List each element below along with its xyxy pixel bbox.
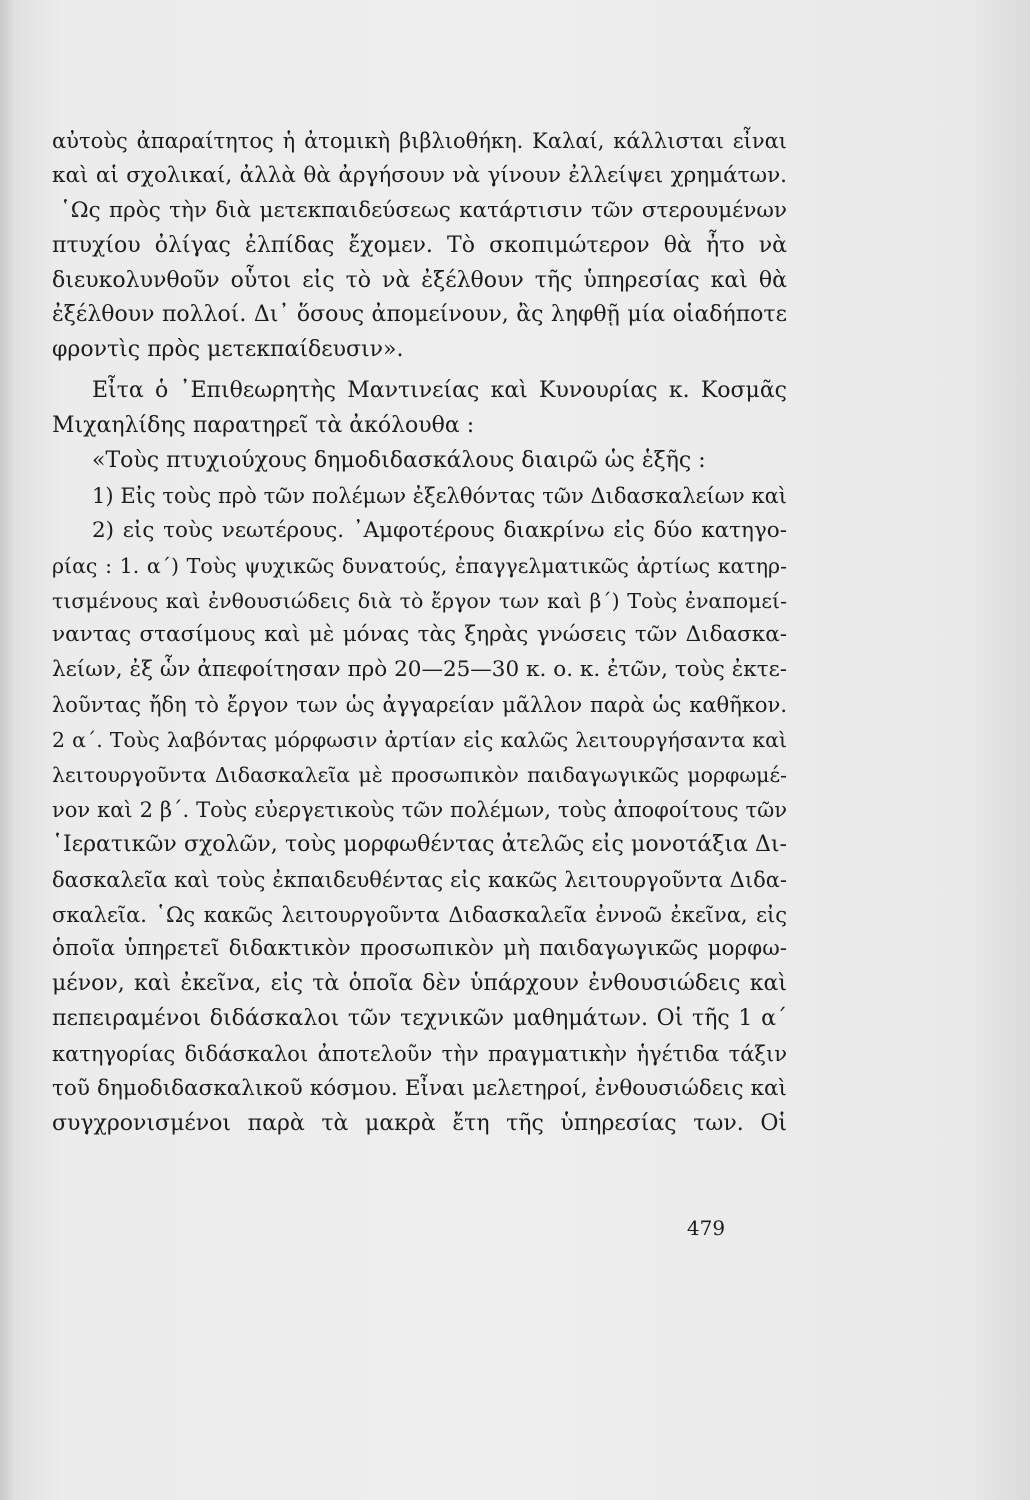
text-line: κατηγορίας διδάσκαλοι ἀποτελοῦν τὴν πραγματικὴν ἡγέτιδα τάξιν xyxy=(52,1042,787,1067)
text-line: πτυχίου ὀλίγας ἐλπίδας ἔχομεν. Τὸ σκοπιμώτερον θὰ ἦτο νὰ xyxy=(52,232,787,258)
text-line: «Τοὺς πτυχιούχους δημοδιδασκάλους διαιρῶ ὡς ἑξῆς : xyxy=(92,448,706,474)
text-line: μένον, καὶ ἐκεῖνα, εἰς τὰ ὁποῖα δὲν ὑπάρχουν ἐνθουσιώδεις καὶ xyxy=(52,971,787,997)
text-line: λείων, ἐξ ὧν ἀπεφοίτησαν πρὸ 20—25—30 κ. ο. κ. ἐτῶν, τοὺς ἐκτε- xyxy=(52,657,787,683)
text-line: ῾Ιερατικῶν σχολῶν, τοὺς μορφωθέντας ἀτελῶς εἰς μονοτάξια Δι- xyxy=(52,831,787,857)
text-line: διευκολυνθοῦν οὗτοι εἰς τὸ νὰ ἐξέλθουν τῆς ὑπηρεσίας καὶ θὰ xyxy=(52,267,787,293)
text-line: 2) εἰς τοὺς νεωτέρους. ᾿Αμφοτέρους διακρίνω εἰς δύο κατηγο- xyxy=(92,517,787,543)
text-line: φροντὶς πρὸς μετεκπαίδευσιν». xyxy=(52,337,404,363)
text-line: δασκαλεῖα καὶ τοὺς ἐκπαιδευθέντας εἰς κακῶς λειτουργοῦντα Διδα- xyxy=(52,867,787,892)
text-line: ρίας : 1. α΄) Τοὺς ψυχικῶς δυνατούς, ἐπαγγελματικῶς ἀρτίως κατηρ- xyxy=(52,553,787,578)
text-line: τισμένους καὶ ἐνθουσιώδεις διὰ τὸ ἔργον των καὶ β΄) Τοὺς ἐναπομεί- xyxy=(52,588,787,613)
text-line: αὐτοὺς ἀπαραίτητος ἡ ἀτομικὴ βιβλιοθήκη. Καλαί, κάλλισται εἶναι xyxy=(52,129,787,153)
text-line: καὶ αἱ σχολικαί, ἀλλὰ θὰ ἀργήσουν νὰ γίνουν ἐλλείψει χρημάτων. xyxy=(52,162,787,188)
body-text xyxy=(52,124,787,1142)
text-line: πεπειραμένοι διδάσκαλοι τῶν τεχνικῶν μαθημάτων. Οἱ τῆς 1 α΄ xyxy=(52,1006,787,1032)
text-line: ναντας στασίμους καὶ μὲ μόνας τὰς ξηρὰς γνώσεις τῶν Διδασκα- xyxy=(52,622,787,648)
text-line: λοῦντας ἤδη τὸ ἔργον των ὡς ἀγγαρείαν μᾶλλον παρὰ ὡς καθῆκον. xyxy=(52,693,787,718)
text-line: Εἶτα ὁ ᾿Επιθεωρητὴς Μαντινείας καὶ Κυνουρίας κ. Κοσμᾶς xyxy=(92,378,787,404)
text-line: τοῦ δημοδιδασκαλικοῦ κόσμου. Εἶναι μελετηροί, ἐνθουσιώδεις καὶ xyxy=(52,1076,787,1102)
text-line: 1) Εἰς τοὺς πρὸ τῶν πολέμων ἐξελθόντας τῶν Διδασκαλείων καὶ xyxy=(92,483,787,508)
text-line: ὁποῖα ὑπηρετεῖ διδακτικὸν προσωπικὸν μὴ παιδαγωγικῶς μορφω- xyxy=(52,936,787,962)
text-line: Μιχαηλίδης παρατηρεῖ τὰ ἀκόλουθα : xyxy=(52,413,475,439)
text-line: λειτουργοῦντα Διδασκαλεῖα μὲ προσωπικὸν παιδαγωγικῶς μορφωμέ- xyxy=(52,763,787,788)
text-line: νον καὶ 2 β΄. Τοὺς εὐεργετικοὺς τῶν πολέμων, τοὺς ἀποφοίτους τῶν xyxy=(52,797,787,822)
page-number: 479 xyxy=(686,1216,726,1240)
text-line: σκαλεῖα. ῾Ως κακῶς λειτουργοῦντα Διδασκαλεῖα ἐννοῶ ἐκεῖνα, εἰς xyxy=(52,902,787,927)
page-edge-shadow xyxy=(0,0,14,1500)
text-line: ἐξέλθουν πολλοί. Δι᾿ ὅσους ἀπομείνουν, ἂς ληφθῇ μία οἱαδήποτε xyxy=(52,302,787,328)
text-line: ῾Ως πρὸς τὴν διὰ μετεκπαιδεύσεως κατάρτισιν τῶν στερουμένων xyxy=(60,197,787,223)
text-line: 2 α΄. Τοὺς λαβόντας μόρφωσιν ἀρτίαν εἰς καλῶς λειτουργήσαντα καὶ xyxy=(52,728,787,753)
text-line: συγχρονισμένοι παρὰ τὰ μακρὰ ἔτη τῆς ὑπηρεσίας των. Οἱ xyxy=(52,1110,787,1136)
